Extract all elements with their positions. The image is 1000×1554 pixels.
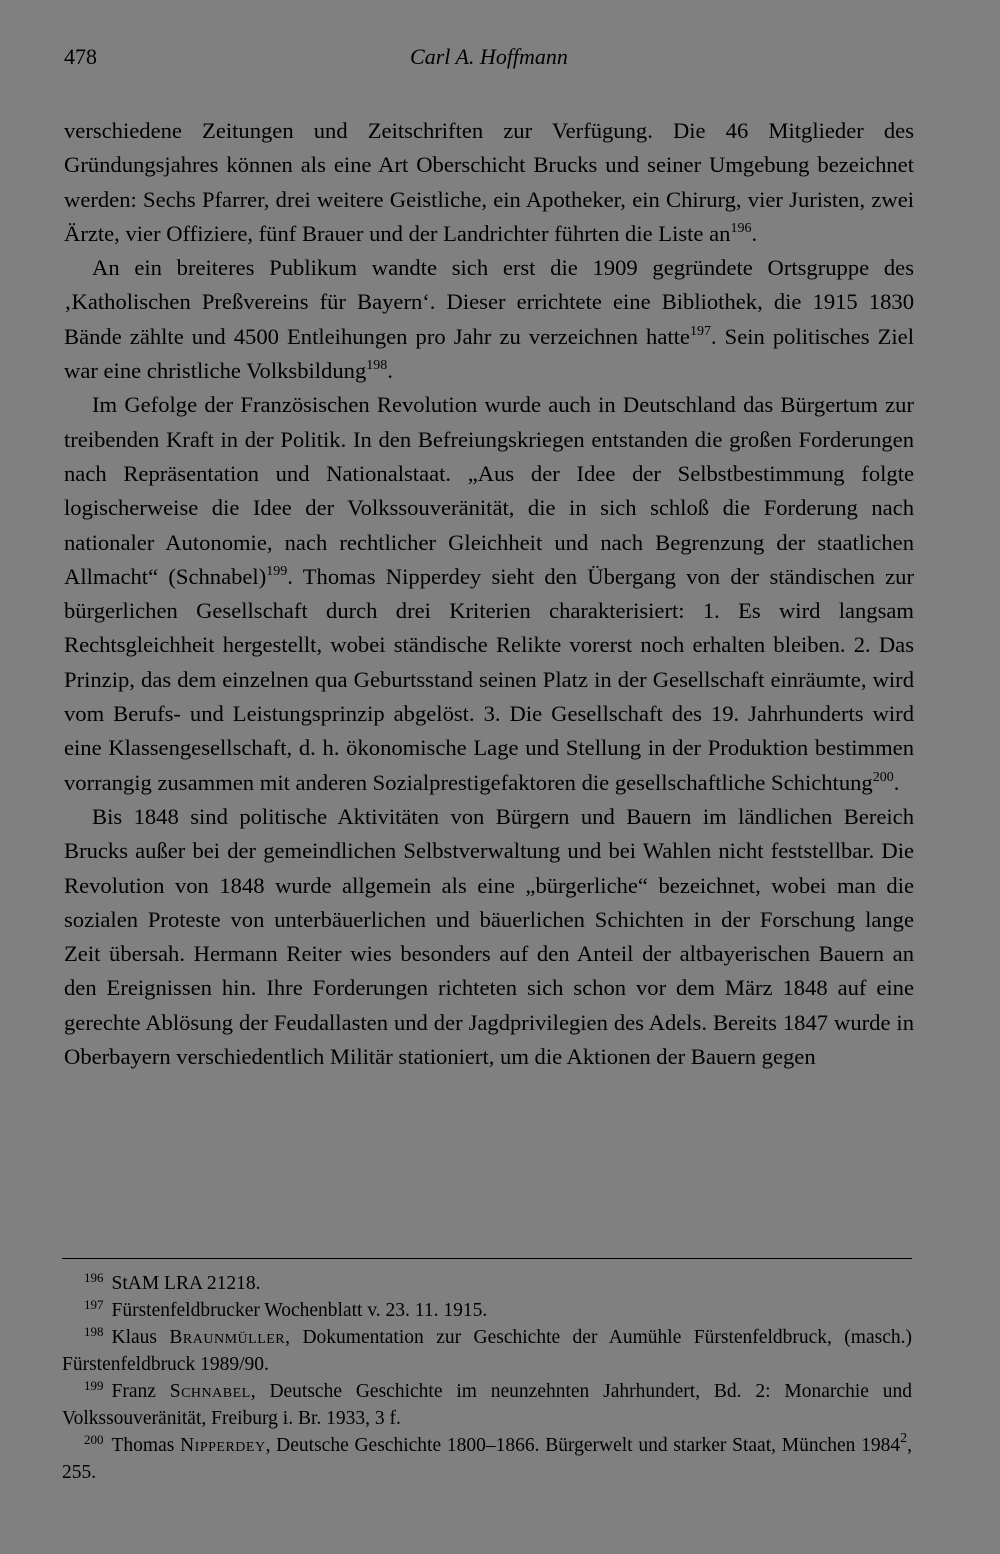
page-number: 478 <box>64 44 97 69</box>
footnote <box>62 1297 912 1324</box>
footnote-ref: 200 <box>872 769 894 785</box>
footnote <box>62 1378 912 1432</box>
author-name: Braunmüller <box>169 1327 286 1348</box>
text-run: Thomas <box>111 1435 181 1456</box>
footnote-number: 198 <box>84 1324 104 1339</box>
text-run: Klaus <box>111 1327 170 1348</box>
text-run: . <box>751 220 758 246</box>
text-run: . Thomas Nipperdey sieht den Übergang von der ständischen zur bürgerlichen Gesellschaft durch drei Kriterien charakterisiert: 1. Es wird langsam Rechtsgleichheit hergestellt, wobei ständische Relikte vorerst noch erhalten bleiben. 2. Das Prinzip, das dem einzelnen qua Geburtsstand seinen Platz in der Gesellschaft einräumte, wird vom Berufs- und Leistungsprinzip abgelöst. 3. Die Gesellschaft des 19. Jahrhunderts wird eine Klassengesellschaft, d. h. ökonomische Lage und Stellung in der Produktion bestimmen vorrangig zusammen mit anderen Sozialprestigefaktoren die gesellschaftliche Schichtung <box>64 563 915 795</box>
footnote-number: 196 <box>84 1270 104 1285</box>
paragraph <box>64 388 914 800</box>
footnote-ref: 196 <box>730 220 752 236</box>
text-run: An ein breiteres Publikum wandte sich erst die 1909 gegründete Ortsgruppe des ‚Katholischen Preßvereins für Bayern‘. Dieser errichtete eine Bibliothek, die 1915 1830 Bände zählte und 4500 Entleihungen pro Jahr zu verzeichnen hatte <box>64 255 914 349</box>
footnotes <box>62 1270 912 1486</box>
author-name: Schnabel <box>169 1381 251 1402</box>
text-run: Fürstenfeldbrucker Wochenblatt v. 23. 11. 1915. <box>111 1300 488 1321</box>
footnote <box>62 1270 912 1297</box>
text-run: , Deutsche Geschichte im neunzehnten Jahrhundert, Bd. 2: Monarchie und Volkssouveränität, Freiburg i. Br. 1933, 3 f. <box>62 1381 912 1429</box>
paragraph <box>64 251 914 388</box>
text-run: , Deutsche Geschichte 1800–1866. Bürgerwelt und starker Staat, München 1984 <box>265 1435 901 1456</box>
paragraph <box>64 114 914 251</box>
footnote-separator <box>62 1258 912 1259</box>
author-name: Nipperdey <box>180 1435 266 1456</box>
text-run: verschiedene Zeitungen und Zeitschriften zur Verfügung. Die 46 Mitglieder des Gründungsjahres können als eine Art Oberschicht Brucks und seiner Umgebung bezeichnet werden: Sechs Pfarrer, drei weitere Geistliche, ein Apotheker, ein Chirurg, vier Juristen, zwei Ärzte, vier Offiziere, fünf Brauer und der Landrichter führten die Liste an <box>64 118 914 246</box>
text-run: . <box>387 358 393 384</box>
text-run: , Dokumentation zur Geschichte der Aumühle Fürstenfeldbruck, (masch.) Fürstenfeldbruck 1989/90. <box>62 1327 912 1375</box>
page-header <box>64 44 914 78</box>
footnote <box>62 1432 912 1486</box>
footnote-number: 197 <box>84 1297 104 1312</box>
footnote-number: 199 <box>84 1378 104 1393</box>
text-run: , 255. <box>62 1435 912 1483</box>
text-run: Bis 1848 sind politische Aktivitäten von Bürgern und Bauern im ländlichen Bereich Brucks außer bei der gemeindlichen Selbstverwaltung und bei Wahlen nicht feststellbar. Die Revolution von 1848 wurde allgemein als eine „bürgerliche“ bezeichnet, wobei man die sozialen Proteste von unterbäuerlichen und bäuerlichen Schichten in der Forschung lange Zeit übersah. Hermann Reiter wies besonders auf den Anteil der altbayerischen Bauern an den Ereignissen hin. Ihre Forderungen richteten sich schon vor dem März 1848 auf eine gerechte Ablösung der Feudallasten und der Jagdprivilegien des Adels. Bereits 1847 wurde in Oberbayern verschiedentlich Militär stationiert, um die Aktionen der Bauern gegen <box>64 803 914 1070</box>
main-text <box>64 114 914 1074</box>
text-run: Franz <box>111 1381 170 1402</box>
footnote <box>62 1324 912 1378</box>
paragraph <box>64 800 914 1074</box>
footnote-ref: 2 <box>900 1431 908 1446</box>
footnote-number: 200 <box>84 1432 104 1447</box>
text-run: StAM LRA 21218. <box>111 1273 261 1294</box>
text-run: . Sein politisches Ziel war eine christliche Volksbildung <box>64 323 914 384</box>
footnote-ref: 199 <box>266 563 288 579</box>
footnote-ref: 197 <box>689 323 711 339</box>
running-head: Carl A. Hoffmann <box>410 44 568 69</box>
text-run: Im Gefolge der Französischen Revolution wurde auch in Deutschland das Bürgertum zur treibenden Kraft in der Politik. In den Befreiungskriegen entstanden die großen Forderungen nach Repräsentation und Nationalstaat. „Aus der Idee der Selbstbestimmung folgte logischerweise die Idee der Volkssouveränität, die in sich schloß die Forderung nach nationaler Autonomie, nach rechtlicher Gleichheit und nach Begrenzung der staatlichen Allmacht“ (Schnabel) <box>64 392 914 589</box>
footnote-ref: 198 <box>366 358 388 374</box>
text-run: . <box>893 769 900 795</box>
